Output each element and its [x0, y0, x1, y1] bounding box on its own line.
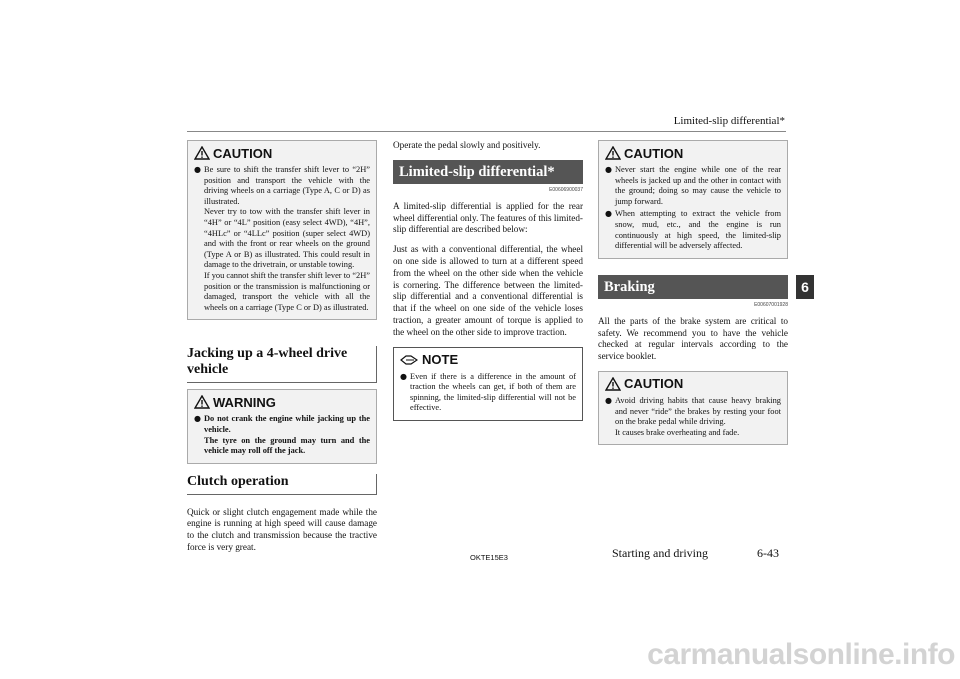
warning-triangle-icon: [605, 377, 621, 391]
bullet-icon: ●: [194, 414, 201, 424]
caution-text: Be sure to shift the transfer shift lever to “2H” position and transport the vehicle with the driving wheels on a carriage (Type A, C or D) as illustrated. Never try to tow with the transfer shift lever in “4H” or “4L” position (easy select 4WD), “4H”, “4HLc” or “4LLc” position (super select 4WD) and with the front or rear wheels on the ground (Type A or B) as illustrated. This could result in damage to the drivetrain, or unstable towing. If you cannot shift the transfer shift lever to “2H” position or the transmission is malfunctioning or damaged, transport the vehicle with all the wheels on a carriage (Type C or D) as illustrated.: [204, 165, 370, 312]
note-box: [393, 347, 583, 421]
footer-page-number: 6-43: [757, 546, 779, 560]
caution-box-braking: [598, 371, 788, 445]
caution-label: CAUTION: [624, 145, 684, 161]
left-column: [187, 140, 377, 562]
watermark: carmanualsonline.info: [647, 638, 955, 671]
caution-label: CAUTION: [624, 376, 684, 392]
hand-pointer-icon: [400, 354, 418, 366]
footer-code: OKTE15E3: [470, 553, 508, 562]
running-header: Limited-slip differential*: [673, 115, 785, 127]
braking-paragraph: All the parts of the brake system are critical to safety. We recommend you to have the vehicle checked at regular intervals according to the service booklet.: [598, 315, 788, 362]
warning-triangle-icon: [605, 146, 621, 160]
note-label: NOTE: [422, 352, 459, 368]
caution-header: [605, 375, 781, 393]
warning-header: [194, 393, 370, 411]
caution-label: CAUTION: [213, 145, 273, 161]
caution-text-2: When attempting to extract the vehicle from snow, mud, etc., and the engine is run continuously at high speed, the limited-slip differential will be adversely affected.: [615, 209, 781, 251]
bullet-icon: ●: [194, 165, 201, 174]
caution-header: [605, 144, 781, 162]
jacking-heading: Jacking up a 4-wheel drive vehicle: [187, 346, 377, 383]
caution-item: [605, 396, 781, 438]
braking-code: E00607001928: [754, 301, 788, 308]
chapter-tab: 6: [796, 275, 814, 299]
lsd-heading: Limited-slip differential*: [393, 160, 583, 184]
bullet-icon: ●: [605, 209, 612, 219]
bullet-icon: ●: [605, 395, 612, 405]
caution-item: [194, 165, 370, 313]
caution-header: [194, 144, 370, 162]
note-text: Even if there is a difference in the amount of traction the wheels can get, if both of them are spinning, the limited-slip differential will not be effective.: [410, 371, 576, 413]
right-column: [598, 140, 788, 455]
clutch-heading: Clutch operation: [187, 474, 377, 495]
caution-item: [605, 165, 781, 207]
caution-item: [605, 209, 781, 251]
middle-column: [393, 140, 583, 431]
warning-item: [194, 414, 370, 456]
intro-paragraph: Operate the pedal slowly and positively.: [393, 140, 541, 150]
header-rule: [187, 131, 786, 132]
footer-section: Starting and driving: [612, 546, 708, 560]
warning-text: [204, 414, 370, 456]
lsd-code: E00606900037: [549, 186, 583, 193]
clutch-paragraph: Quick or slight clutch engagement made while the engine is running at high speed will cause damage to the clutch and transmission because the tractive force is very great.: [187, 506, 377, 553]
warning-label: WARNING: [213, 394, 276, 410]
note-header: [400, 351, 576, 369]
caution-box-towing: [187, 140, 377, 320]
braking-heading: Braking: [598, 275, 788, 299]
caution-box-lsd: [598, 140, 788, 259]
lsd-paragraph-2: Just as with a conventional differential, the wheel on one side is allowed to turn at a different speed from the wheel on the other side when the vehicle is cornering. The difference between the limited-slip differential and a conventional differential is that if the wheel on one side of the vehicle loses traction, a greater amount of torque is applied to the wheel on the other side to improve traction.: [393, 244, 583, 337]
note-item: [400, 372, 576, 414]
warning-line-2: The tyre on the ground may turn and the vehicle may roll off the jack.: [204, 435, 370, 456]
bullet-icon: ●: [605, 165, 612, 174]
warning-triangle-icon: [194, 146, 210, 160]
warning-box: [187, 389, 377, 463]
lsd-paragraph-1: A limited-slip differential is applied for the rear wheel differential only. The features of this limited-slip differential are described below:: [393, 200, 583, 235]
bullet-icon: ●: [400, 371, 407, 381]
warning-line-1: Do not crank the engine while jacking up the vehicle.: [204, 414, 370, 434]
caution-text-1: Never start the engine while one of the rear wheels is jacked up and the other in contact with the ground; doing so may cause the vehicle to jump forward.: [615, 165, 781, 206]
caution-text: Avoid driving habits that cause heavy braking and never “ride” the brakes by resting your foot on the brake pedal while driving. It causes brake overheating and fade.: [615, 395, 781, 437]
warning-triangle-icon: [194, 395, 210, 409]
